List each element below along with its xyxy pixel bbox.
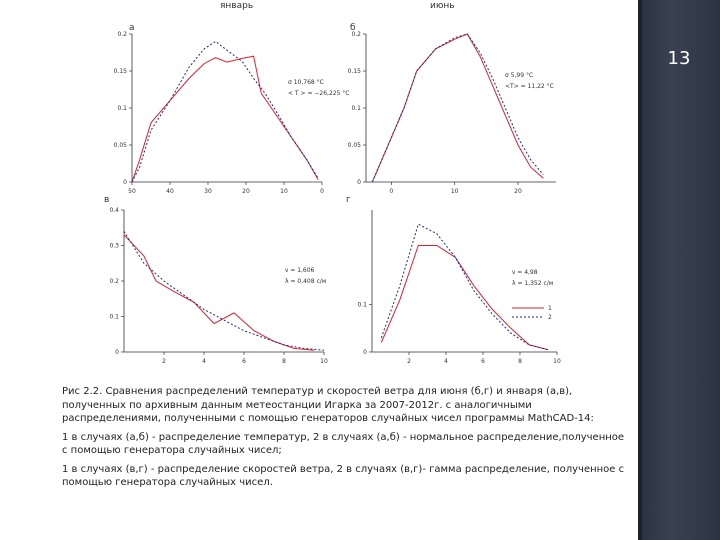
legend-text: λ = 1,352 c/м — [512, 280, 554, 287]
x-tick-label: 4 — [202, 358, 206, 365]
series-2-line — [372, 34, 543, 182]
y-tick-label: 0.2 — [117, 31, 127, 38]
y-tick-label: 0.1 — [117, 105, 127, 112]
legend-text: λ = 0,408 c/м — [285, 278, 327, 285]
legend-text: ν = 1,606 — [285, 267, 315, 274]
y-tick-label: 0.1 — [357, 301, 367, 309]
series-1-line — [372, 34, 543, 182]
caption-paragraph-2: 1 в случаях (а,б) - распределение температур, 2 в случаях (а,б) - нормальное распределение,полученное с помощью генератора случайных чисел; — [62, 431, 625, 456]
chart-panel-2 — [348, 1, 556, 195]
panel-letter: в — [104, 195, 110, 205]
legend-text: <T> = 11,22 °C — [505, 83, 554, 90]
chart-panel-4 — [346, 195, 561, 365]
x-tick-label: 6 — [242, 358, 246, 365]
legend-text: < T > = −26,225 °C — [288, 90, 350, 97]
y-tick-label: 0.05 — [347, 142, 361, 149]
x-tick-label: 10 — [320, 358, 328, 365]
panel-title: июнь — [430, 1, 455, 11]
x-tick-label: 2 — [162, 358, 166, 365]
sidebar-panel — [638, 0, 720, 540]
legend-series-label: 2 — [548, 314, 552, 321]
series-1-line — [132, 56, 318, 182]
series-2-line — [124, 231, 327, 350]
x-tick-label: 0 — [320, 188, 324, 195]
y-tick-label: 0 — [115, 349, 119, 356]
x-tick-label: 4 — [444, 358, 448, 365]
series-1-line — [381, 246, 548, 350]
legend-series-label: 1 — [548, 305, 552, 312]
y-tick-label: 0.1 — [109, 313, 119, 321]
x-tick-label: 50 — [128, 188, 136, 195]
legend-text: σ 5,99 °C — [505, 72, 534, 79]
x-tick-label: 40 — [166, 188, 174, 195]
y-tick-label: 0 — [123, 179, 127, 186]
slide-number: 13 — [667, 48, 691, 69]
series-1-line — [124, 235, 314, 350]
y-tick-label: 0.2 — [351, 31, 361, 38]
x-tick-label: 10 — [280, 188, 288, 195]
panel-letter: г — [346, 195, 351, 205]
figure-canvas — [100, 1, 570, 384]
chart-panel-1 — [114, 1, 350, 195]
y-tick-label: 0 — [363, 349, 367, 356]
x-tick-label: 6 — [481, 358, 485, 365]
panel-letter: а — [129, 23, 135, 33]
legend-text: σ 10,768 °C — [288, 79, 324, 86]
legend-text: ν = 4,98 — [512, 269, 538, 276]
figure-caption — [62, 385, 632, 495]
x-tick-label: 2 — [407, 358, 411, 365]
panel-title: январь — [220, 1, 254, 11]
x-tick-label: 8 — [518, 358, 522, 365]
x-tick-label: 10 — [450, 188, 459, 195]
y-tick-label: 0 — [357, 179, 361, 186]
x-tick-label: 20 — [242, 188, 250, 195]
caption-paragraph-1: Рис 2.2. Сравнения распределений температур и скоростей ветра для июня (б,г) и января (а,в), полученных по архивным данным метеостанции Игарка за 2007-2012г. с аналогичными распределениями, полученными с помощью генераторов случайных чисел программы MathCAD-14: — [62, 386, 594, 424]
y-tick-label: 0.4 — [109, 207, 119, 214]
panel-letter: б — [350, 23, 356, 33]
chart-panel-3 — [104, 195, 328, 365]
y-tick-label: 0.15 — [113, 68, 127, 75]
x-tick-label: 30 — [204, 188, 212, 195]
y-tick-label: 0.1 — [351, 105, 361, 112]
y-tick-label: 0.3 — [109, 242, 119, 250]
x-tick-label: 10 — [553, 358, 561, 365]
y-tick-label: 0.2 — [109, 278, 119, 285]
figure — [100, 1, 570, 384]
x-tick-label: 20 — [514, 188, 522, 195]
y-tick-label: 0.15 — [347, 68, 361, 75]
y-tick-label: 0.05 — [113, 142, 127, 149]
caption-paragraph-3: 1 в случаях (в,г) - распределение скоростей ветра, 2 в случаях (в,г)- гамма распределение, полученное с помощью генератора случайных чисел. — [62, 463, 625, 488]
x-tick-label: 0 — [389, 188, 394, 195]
x-tick-label: 8 — [282, 358, 286, 365]
